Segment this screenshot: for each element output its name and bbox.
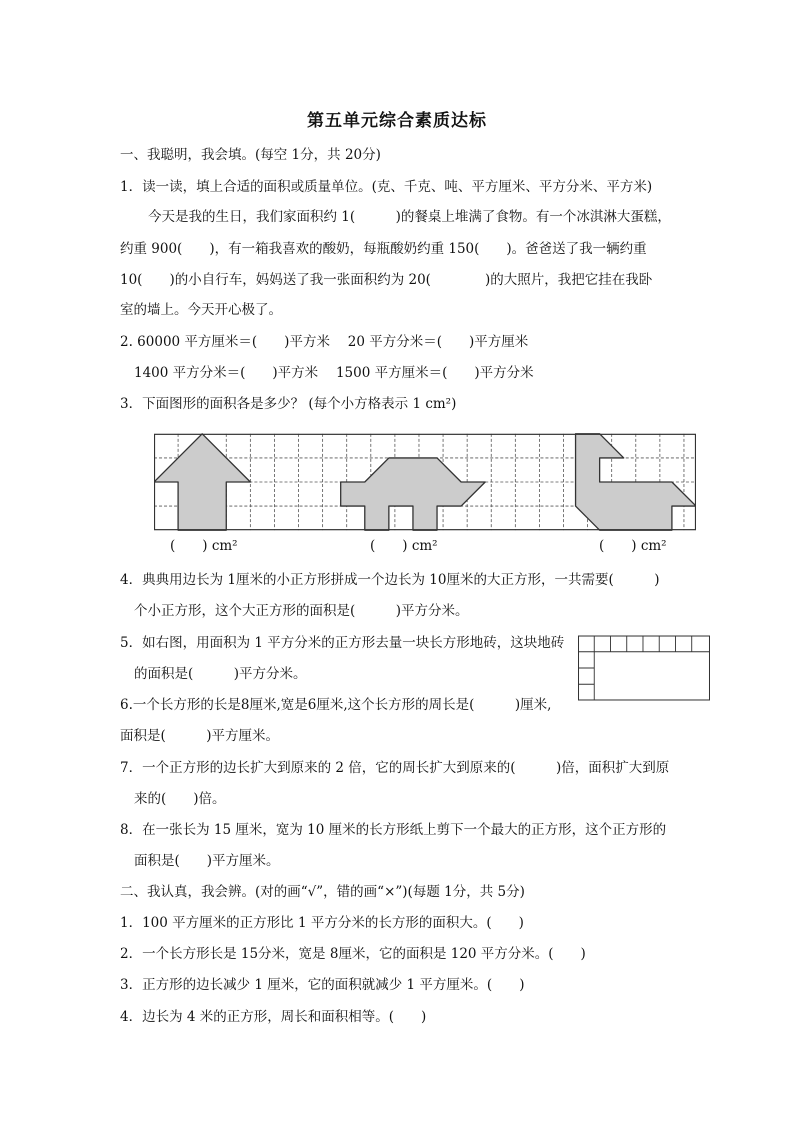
q3-grid-figure xyxy=(154,433,696,531)
q7-line-1: 7．一个正方形的边长扩大到原来的 2 倍，它的周长扩大到原来的( )倍，面积扩大到原 xyxy=(120,760,670,776)
q4-line-1: 4．典典用边长为 1厘米的小正方形拼成一个边长为 10厘米的大正方形，一共需要( ) xyxy=(120,572,660,588)
figure-shapes xyxy=(154,434,696,530)
s2-item-2: 2．一个长方形长是 15分米，宽是 8厘米，它的面积是 120 平方分米。( ) xyxy=(120,946,586,962)
q5-tile-figure xyxy=(578,635,710,701)
q1-line-3: 10( )的小自行车，妈妈送了我一张面积约为 20( )的大照片，我把它挂在我卧 xyxy=(120,272,653,288)
q3-answer-1: ( ) cm² xyxy=(170,538,238,554)
turtle-shape xyxy=(341,458,486,530)
q3-stem: 3．下面图形的面积各是多少？ (每个小方格表示 1 cm²) xyxy=(120,396,457,412)
q5-line-2: 的面积是( )平方分米。 xyxy=(134,666,307,682)
q5-line-1: 5．如右图，用面积为 1 平方分米的正方形去量一块长方形地砖，这块地砖 xyxy=(120,635,565,651)
q8-line-2: 面积是( )平方厘米。 xyxy=(134,853,280,869)
q3-answer-3: ( ) cm² xyxy=(599,538,667,554)
q1-stem: 1．读一读，填上合适的面积或质量单位。(克、千克、吨、平方厘米、平方分米、平方米) xyxy=(120,179,653,195)
q8-line-1: 8．在一张长为 15 厘米，宽为 10 厘米的长方形纸上剪下一个最大的正方形，这个正方形的 xyxy=(120,822,667,838)
section2-heading: 二、我认真，我会辨。(对的画“√”，错的画“×”)(每题 1分，共 5分) xyxy=(120,884,525,900)
q2-line-1: 2. 60000 平方厘米＝( )平方米 20 平方分米＝( )平方厘米 xyxy=(120,334,529,350)
q7-line-2: 来的( )倍。 xyxy=(134,791,226,807)
page-title: 第五单元综合素质达标 xyxy=(307,111,487,131)
q1-line-4: 室的墙上。今天开心极了。 xyxy=(120,302,282,318)
s2-item-4: 4．边长为 4 米的正方形，周长和面积相等。( ) xyxy=(120,1009,427,1025)
q1-line-2: 约重 900( )，有一箱我喜欢的酸奶，每瓶酸奶约重 150( )。爸爸送了我一辆约重 xyxy=(120,241,647,257)
q3-answer-2: ( ) cm² xyxy=(370,538,438,554)
q6-line-1: 6.一个长方形的长是8厘米,宽是6厘米,这个长方形的周长是( )厘米, xyxy=(120,697,552,713)
q1-line-1: 今天是我的生日，我们家面积约 1( )的餐桌上堆满了食物。有一个冰淇淋大蛋糕， xyxy=(148,209,671,225)
s2-item-3: 3．正方形的边长减少 1 厘米，它的面积就减少 1 平方厘米。( ) xyxy=(120,977,525,993)
q4-line-2: 个小正方形，这个大正方形的面积是( )平方分米。 xyxy=(134,603,469,619)
q2-line-2: 1400 平方分米＝( )平方米 1500 平方厘米＝( )平方分米 xyxy=(134,365,534,381)
arrow-shape xyxy=(154,434,250,530)
q6-line-2: 面积是( )平方厘米。 xyxy=(120,728,280,744)
s2-item-1: 1．100 平方厘米的正方形比 1 平方分米的长方形的面积大。( ) xyxy=(120,915,524,931)
section1-heading: 一、我聪明，我会填。(每空 1分，共 20分) xyxy=(120,147,381,163)
